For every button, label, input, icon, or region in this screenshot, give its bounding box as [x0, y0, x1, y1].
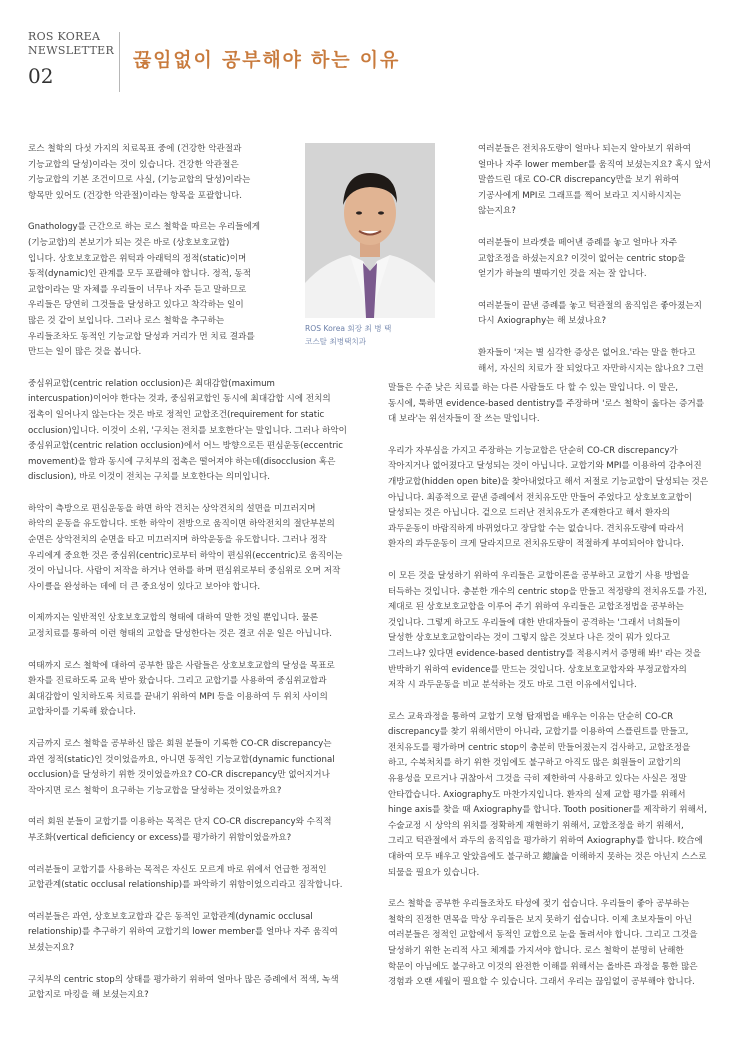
photo-caption — [305, 322, 455, 348]
paragraph: 여러분들이 교합기를 사용하는 목적은 자신도 모르게 바로 위에서 언급한 정적인 교합관계(static occlusal relationship)를 파악하기 위함이었으리라고 짐작합니다. — [28, 864, 343, 891]
paragraph: 우리가 자부심을 가지고 주장하는 기능교합은 단순히 CO-CR discrepancy가 작아지거나 없어졌다고 달성되는 것이 아닙니다. 교합기와 MPI를 이용하여 감추어진 개방교합(hidden open bite)을 찾아내었다고 해서 저절로 기능교합이 달성되는 것은 아닙니다. 최종적으로 끝낸 증례에서 전치유도만 만들어 주었다고 상호보호교합이 달성되는 것은 아닙니다. 겉으로 드러난 전치유도가 존재한다고 해서 환자의 과두운동이 바람직하게 바뀌었다고 장담할 수는 없습니다. 견치유도량에 따라서 환자의 과두운동이 크게 달라지므로 전치유도량이 적절하게 부여되어야 합니다. — [388, 445, 709, 550]
paragraph: 여러분들이 브라켓을 떼어낸 증례를 놓고 얼마나 자주 교합조정을 하셨는지요? 이것이 없어는 centric stop을 얻기가 하늘의 별따기인 것을 저는 잘 압니다. — [478, 237, 686, 280]
paragraph: 여러분들이 끝낸 증례를 놓고 턱관절의 움직임은 좋아졌는지 다시 Axiography는 해 보셨나요? — [478, 300, 702, 327]
paragraph: 구치부의 centric stop의 상태를 평가하기 위하여 얼마나 많은 증례에서 적색, 녹색 교합지로 마킹을 해 보셨는지요? — [28, 974, 339, 1001]
paragraph: 중심위교합(centric relation occlusion)은 최대감합(maximum intercuspation)이어야 한다는 것과, 중심위교합인 동시에 최대감합 시에 전치의 접촉이 일어나지 않는다는 것은 바로 정적인 교합조건(requirement for static occlusion)입니다. 이것이 소위, '구치는 전치를 보호한다'는 말입니다. 그러나 하악이 중심위교합(centric relation occlusion)에서 어느 방향으로든 편심운동(eccentric movement)을 함과 동시에 구치부의 접촉은 떨어져야 하는데(disocclusion 혹은 disclusion), 바로 이것이 전치는 구치를 보호한다는 의미입니다. — [28, 378, 347, 483]
article-right-column-bottom — [388, 381, 722, 1007]
caption-clinic: 코스탈 최병택치과 — [305, 337, 367, 346]
paragraph: 지금까지 로스 철학을 공부하신 많은 회원 분들이 기록한 CO-CR discrepancy는 과연 정적(static)인 것이었을까요, 아니면 동적인 기능교합(dynamic functional occlusion)을 달성하기 위한 것이었을까요? CO-CR discrepancy만 없어지거나 작아지면 로스 철학이 요구하는 기능교합을 달성하는 것이었을까요? — [28, 739, 335, 796]
header-divider — [119, 32, 120, 92]
newsletter-name-line2: NEWSLETTER — [28, 44, 115, 57]
article-title: 끊임없이 공부해야 하는 이유 — [133, 49, 401, 71]
paragraph: 로스 교육과정을 통하여 교합기 모형 탑재법을 배우는 이유는 단순히 CO-CR discrepancy를 찾기 위해서만이 아니라, 교합기를 이용하여 스플린트를 만들고, 전치유도를 평가하며 centric stop이 충분히 만들어졌는지 검사하고, 교합조정을 하고, 수복처치를 하기 위한 것임에도 불구하고 아직도 많은 회원들이 교합기의 유용성을 모르거나 귀찮아서 그것을 극히 제한하여 사용하고 있다는 사실은 정말 안타깝습니다. Axiography도 마찬가지입니다. 환자의 실제 교합 평가를 위해서 hinge axis를 찾을 때 Axiography를 합니다. Tooth positioner를 제작하기 위해서, 수술교정 시 상악의 위치를 정확하게 재현하기 위해서, 교합조정을 하기 위해서, 그리고 턱관절에서 과두의 움직임을 평가하기 위하여 Axiography를 합니다. 咬合에 대하여 모두 배우고 알았음에도 불구하고 總論을 이해하지 못하는 것은 아닌지 스스로 되물을 필요가 있습니다. — [388, 711, 707, 878]
paragraph: 하악이 측방으로 편심운동을 하면 하악 견치는 상악견치의 설면을 미끄러지며 하악의 운동을 유도합니다. 또한 하악이 전방으로 움직이면 하악전치의 절단부분의 순면은 상악전치의 순면을 타고 미끄러지며 하악운동을 유도합니다. 그러나 정작 우리에게 중요한 것은 중심위(centric)로부터 하악이 편심위(eccentric)로 움직이는 것이 아닙니다. 사람이 저작을 하거나 연하를 하며 편심위로부터 중심위로 오며 저작 사이클을 완성하는 데에 더 큰 중요성이 있다고 보아야 합니다. — [28, 503, 343, 592]
paragraph: 말들은 수준 낮은 치료를 하는 다른 사람들도 다 할 수 있는 말입니다. 이 말은, 동시에, 툭하면 evidence-based dentistry를 주장하며 '로스 철학이 옳다는 증거를 대 보라'는 위선자들이 잘 쓰는 말입니다. — [388, 383, 704, 425]
paragraph: Gnathology를 근간으로 하는 로스 철학을 따르는 우리들에게 (기능교합)의 본보기가 되는 것은 바로 (상호보호교합) 입니다. 상호보호교합은 위턱과 아래턱의 정적(static)이며 동적(dynamic)인 관계를 모두 포괄해야 합니다. 정적, 동적 교합이라는 말 자체를 우리들이 너무나 자주 듣고 말하므로 우리들은 당연히 그것들을 달성하고 있다고 착각하는 일이 많은 것 같이 보입니다. 그러나 로스 철학을 추구하는 우리들조차도 동적인 기능교합 달성과 거리가 먼 치료 결과를 만드는 일이 많은 것을 봅니다. — [28, 222, 261, 358]
paragraph: 환자들이 '저는 별 심각한 증상은 없어요.'라는 말을 한다고 해서, 자신의 치료가 잘 되었다고 자만하시지는 않나요? 그런 — [478, 347, 704, 374]
paragraph: 이 모든 것을 달성하기 위하여 우리들은 교합이론을 공부하고 교합기 사용 방법을 터득하는 것입니다. 충분한 개수의 centric stop을 만들고 적정량의 전치유도를 가진, 제대로 된 상호보호교합을 이루어 주기 위하여 우리들은 교합조정법을 공부하는 것입니다. 그렇게 하고도 우리들에 대한 반대자들이 공격하는 '그래서 너희들이 달성한 상호보호교합이라는 것이 그렇지 않은 것보다 나은 것이 뭐가 있다고 그러느냐? 있다면 evidence-based dentistry를 적용시켜서 증명해 봐!' 라는 것을 반박하기 위하여 evidence를 만드는 것입니다. 상호보호교합자와 부정교합자의 저작 시 과두운동을 비교 분석하는 것도 바로 그런 이유에서입니다. — [388, 570, 707, 691]
paragraph: 로스 철학을 공부한 우리들조차도 타성에 젖기 쉽습니다. 우리들이 좋아 공부하는 철학의 진정한 면목을 막상 우리들은 보지 못하기 쉽습니다. 이제 초보자들이 아닌 여러분들은 정적인 교합에서 동적인 교합으로 눈을 돌려서야 합니다. 그리고 그것을 달성하기 위한 논리적 사고 체계를 가지셔야 합니다. 로스 철학이 분명히 난해한 학문이 아님에도 불구하고 이것의 완전한 이해를 위해서는 올바른 과정을 통한 많은 경험과 오랜 세월이 필요할 수 있습니다. 그래서 우리는 끊임없이 공부해야 합니다. — [388, 899, 698, 988]
author-portrait-illustration — [305, 143, 435, 318]
newsletter-masthead — [28, 30, 138, 88]
paragraph: 로스 철학의 다섯 가지의 치료목표 중에 (건강한 악관절과 기능교합의 달성)이라는 것이 있습니다. 건강한 악관절은 기능교합의 기본 조건이므로 사실, (기능교합의 달성)이라는 항목만 있어도 (건강한 악관절)이라는 항목을 포괄합니다. — [28, 144, 251, 201]
paragraph: 이제까지는 일반적인 상호보호교합의 형태에 대하여 말한 것일 뿐입니다. 물론 교정치료를 통하여 이런 형태의 교합을 달성한다는 것은 결코 쉬운 일은 아닙니다. — [28, 613, 333, 640]
author-photo — [305, 143, 435, 318]
issue-number: 02 — [28, 64, 54, 88]
paragraph: 여러분들은 전치유도량이 얼마나 되는지 알아보기 위하여 얼마나 자주 lower member를 움직여 보셨는지요? 혹시 앞서 말씀드린 대로 CO-CR discrepancy만을 보기 위하여 기공사에게 MPI로 그래프를 찍어 보라고 지시하시지는 않는지요? — [478, 144, 711, 217]
paragraph: 여러 회원 분들이 교합기를 이용하는 목적은 단지 CO-CR discrepancy와 수직적 부조화(vertical deficiency or excess)를 평가하기 위함이었을까요? — [28, 817, 332, 843]
article-right-column-top — [478, 142, 720, 393]
newsletter-name-line1: ROS KOREA — [28, 30, 101, 43]
paragraph: 여러분들은 과연, 상호보호교합과 같은 동적인 교합관계(dynamic occlusal relationship)를 추구하기 위하여 교합기의 lower member를 얼마나 자주 움직여 보셨는지요? — [28, 911, 338, 953]
caption-author-title: ROS Korea 회장 최 병 택 — [305, 324, 392, 333]
paragraph: 여태까지 로스 철학에 대하여 공부한 많은 사람들은 상호보호교합의 달성을 목표로 환자를 진료하도록 교육 받아 왔습니다. 그리고 교합기를 사용하여 중심위교합과 최대감합이 일치하도록 치료를 끝내기 위하여 MPI 등을 이용하여 두 위치 사이의 교합차이를 기록해 왔습니다. — [28, 660, 335, 718]
